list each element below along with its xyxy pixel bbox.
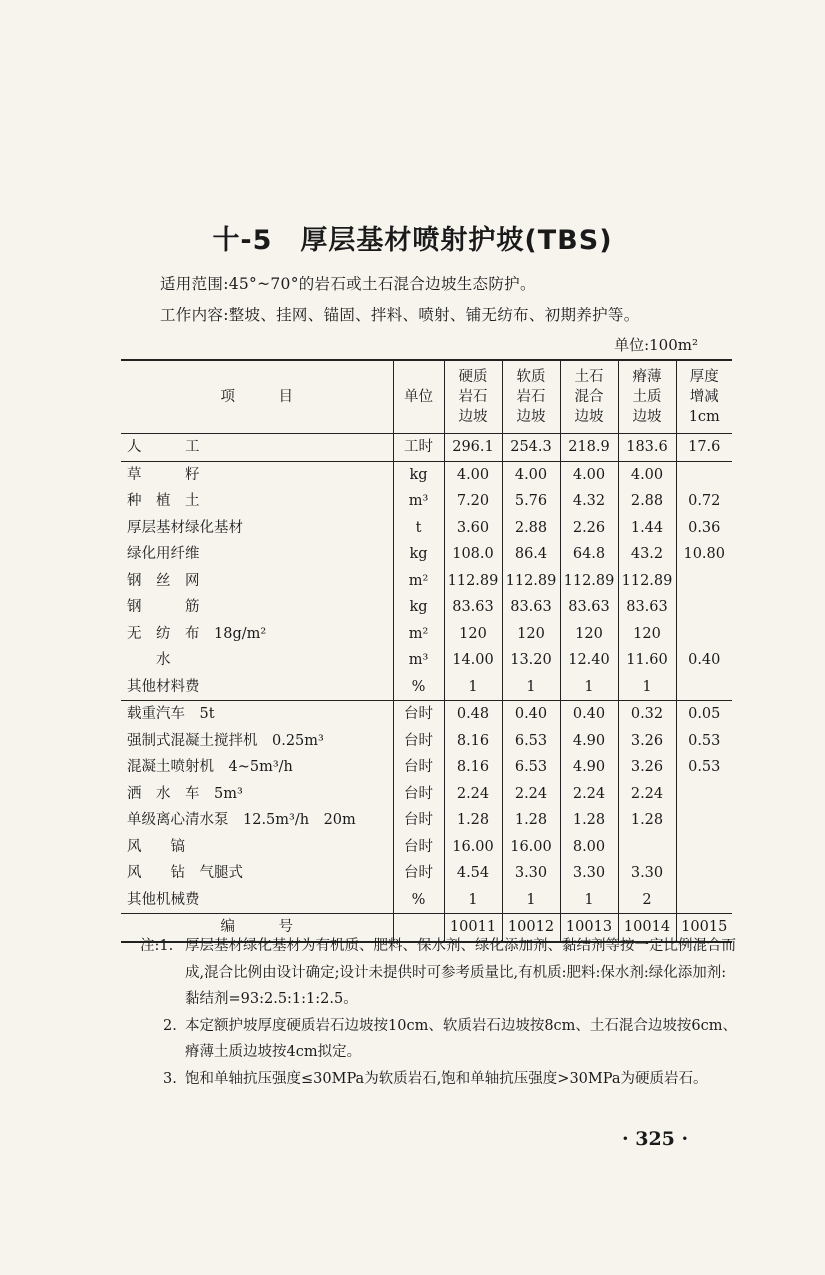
row-value: 7.20	[444, 488, 502, 515]
row-value: 1	[560, 887, 618, 914]
header-col-line: 1cm	[688, 409, 720, 425]
code-cell: 10011	[444, 914, 502, 942]
row-value: 112.89	[502, 568, 560, 595]
table-row	[121, 594, 732, 621]
row-unit: 工时	[393, 434, 444, 462]
row-value: 1	[444, 887, 502, 914]
row-value: 108.0	[444, 541, 502, 568]
row-unit: 台时	[393, 781, 444, 808]
row-value: 1	[502, 887, 560, 914]
row-value: 43.2	[618, 541, 676, 568]
row-value: 120	[444, 621, 502, 648]
row-unit: m²	[393, 621, 444, 648]
table-row	[121, 728, 732, 755]
row-value: 83.63	[618, 594, 676, 621]
row-value: 296.1	[444, 434, 502, 462]
row-value: 16.00	[502, 834, 560, 861]
row-unit: 台时	[393, 701, 444, 728]
row-value: 4.54	[444, 860, 502, 887]
header-col-soft-rock	[502, 360, 560, 434]
header-col-line: 边坡	[516, 409, 546, 425]
row-value: 112.89	[560, 568, 618, 595]
table-row	[121, 515, 732, 542]
unit-line: 单位:100m²	[614, 336, 698, 354]
table-row	[121, 647, 732, 674]
row-value: 1	[444, 674, 502, 701]
row-item: 单级离心清水泵 12.5m³/h 20m	[121, 807, 393, 834]
row-value: 5.76	[502, 488, 560, 515]
row-unit: 台时	[393, 807, 444, 834]
header-col-line: 软质	[516, 369, 546, 385]
header-col-line: 边坡	[458, 409, 488, 425]
table-row	[121, 781, 732, 808]
header-col-line: 岩石	[516, 389, 546, 405]
row-item: 强制式混凝土搅拌机 0.25m³	[121, 728, 393, 755]
row-value: 83.63	[444, 594, 502, 621]
row-item: 草 籽	[121, 461, 393, 488]
row-item: 无 纺 布 18g/m²	[121, 621, 393, 648]
row-value: 16.00	[444, 834, 502, 861]
table-row	[121, 541, 732, 568]
row-value	[676, 834, 732, 861]
row-value: 3.30	[560, 860, 618, 887]
row-unit: kg	[393, 594, 444, 621]
row-value: 112.89	[618, 568, 676, 595]
row-value: 0.05	[676, 701, 732, 728]
header-col-line: 边坡	[632, 409, 662, 425]
row-value: 1.28	[560, 807, 618, 834]
row-value: 2.24	[444, 781, 502, 808]
quota-table	[121, 359, 732, 943]
table-row	[121, 807, 732, 834]
row-item: 其他机械费	[121, 887, 393, 914]
row-value: 120	[560, 621, 618, 648]
row-value: 0.53	[676, 728, 732, 755]
row-value: 3.30	[502, 860, 560, 887]
row-item: 其他材料费	[121, 674, 393, 701]
table-row	[121, 674, 732, 701]
row-value: 12.40	[560, 647, 618, 674]
row-value: 254.3	[502, 434, 560, 462]
header-col-line: 混合	[574, 389, 604, 405]
table-row	[121, 834, 732, 861]
row-value: 3.26	[618, 728, 676, 755]
note-1	[140, 933, 740, 1013]
row-value: 3.26	[618, 754, 676, 781]
row-value: 3.60	[444, 515, 502, 542]
row-item: 厚层基材绿化基材	[121, 515, 393, 542]
header-col-line: 边坡	[574, 409, 604, 425]
row-value: 8.16	[444, 728, 502, 755]
row-value: 17.6	[676, 434, 732, 462]
row-value: 8.00	[560, 834, 618, 861]
page-title: 十-5 厚层基材喷射护坡(TBS)	[212, 225, 613, 256]
row-value: 3.30	[618, 860, 676, 887]
row-value	[676, 807, 732, 834]
row-item: 种 植 土	[121, 488, 393, 515]
row-value	[676, 568, 732, 595]
row-value: 8.16	[444, 754, 502, 781]
row-item: 风 钻 气腿式	[121, 860, 393, 887]
note-3	[163, 1066, 740, 1093]
header-col-line: 岩石	[458, 389, 488, 405]
header-col-mixed	[560, 360, 618, 434]
row-value: 4.00	[618, 461, 676, 488]
row-value: 6.53	[502, 728, 560, 755]
row-value: 0.53	[676, 754, 732, 781]
note-number: 3.	[163, 1070, 177, 1087]
row-value: 1.28	[618, 807, 676, 834]
row-value: 0.40	[676, 647, 732, 674]
row-value: 0.36	[676, 515, 732, 542]
row-unit: 台时	[393, 860, 444, 887]
row-item: 人 工	[121, 434, 393, 462]
row-value: 0.32	[618, 701, 676, 728]
row-value: 83.63	[502, 594, 560, 621]
row-item: 钢 筋	[121, 594, 393, 621]
row-value: 10.80	[676, 541, 732, 568]
row-value: 0.72	[676, 488, 732, 515]
row-value: 13.20	[502, 647, 560, 674]
header-row	[121, 360, 732, 434]
header-item: 项 目	[121, 360, 393, 434]
row-value: 1.28	[502, 807, 560, 834]
row-unit: m³	[393, 488, 444, 515]
row-value: 4.90	[560, 754, 618, 781]
row-value: 83.63	[560, 594, 618, 621]
row-value	[618, 834, 676, 861]
row-value	[676, 621, 732, 648]
row-value: 218.9	[560, 434, 618, 462]
code-cell: 10015	[676, 914, 732, 942]
row-value: 1	[560, 674, 618, 701]
row-value: 1.44	[618, 515, 676, 542]
row-item: 绿化用纤维	[121, 541, 393, 568]
row-value	[676, 860, 732, 887]
row-value: 0.40	[502, 701, 560, 728]
note-text: 厚层基材绿化基材为有机质、肥料、保水剂、绿化添加剂、黏结剂等按一定比例混合而成,混合比例由设计确定;设计未提供时可参考质量比,有机质:肥料:保水剂:绿化添加剂:黏结剂=93:2.5:1:1:2.5。	[185, 938, 736, 1007]
table-row	[121, 434, 732, 462]
row-unit: kg	[393, 541, 444, 568]
row-item: 混凝土喷射机 4~5m³/h	[121, 754, 393, 781]
code-cell: 10014	[618, 914, 676, 942]
table-row	[121, 621, 732, 648]
row-unit: m³	[393, 647, 444, 674]
note-text: 饱和单轴抗压强度≤30MPa为软质岩石,饱和单轴抗压强度>30MPa为硬质岩石。	[185, 1070, 708, 1087]
row-value: 0.40	[560, 701, 618, 728]
row-value	[676, 461, 732, 488]
page-number: · 325 ·	[622, 1128, 689, 1150]
header-col-line: 硬质	[458, 369, 488, 385]
header-unit: 单位	[393, 360, 444, 434]
header-col-thin-soil	[618, 360, 676, 434]
row-value: 0.48	[444, 701, 502, 728]
table-row	[121, 754, 732, 781]
row-value: 14.00	[444, 647, 502, 674]
row-item: 水	[121, 647, 393, 674]
row-value: 112.89	[444, 568, 502, 595]
row-value: 120	[618, 621, 676, 648]
code-cell: 10013	[560, 914, 618, 942]
row-value	[676, 781, 732, 808]
note-text: 本定额护坡厚度硬质岩石边坡按10cm、软质岩石边坡按8cm、土石混合边坡按6cm、瘠薄土质边坡按4cm拟定。	[185, 1017, 738, 1060]
row-value: 86.4	[502, 541, 560, 568]
scope-line: 适用范围:45°~70°的岩石或土石混合边坡生态防护。	[160, 275, 536, 293]
row-value: 183.6	[618, 434, 676, 462]
header-col-line: 土石	[574, 369, 604, 385]
row-value: 4.32	[560, 488, 618, 515]
row-value	[676, 674, 732, 701]
row-value: 1	[618, 674, 676, 701]
row-value: 2.24	[502, 781, 560, 808]
row-value	[676, 594, 732, 621]
notes	[140, 933, 740, 1092]
row-value: 6.53	[502, 754, 560, 781]
work-content-line: 工作内容:整坡、挂网、锚固、拌料、喷射、铺无纺布、初期养护等。	[160, 306, 640, 324]
header-col-line: 土质	[632, 389, 662, 405]
table-row	[121, 488, 732, 515]
row-value: 4.00	[444, 461, 502, 488]
row-value: 2.26	[560, 515, 618, 542]
row-value: 2	[618, 887, 676, 914]
table-row	[121, 568, 732, 595]
row-unit: m²	[393, 568, 444, 595]
row-value: 1.28	[444, 807, 502, 834]
row-value: 2.24	[560, 781, 618, 808]
note-number: 2.	[163, 1017, 177, 1034]
row-unit: 台时	[393, 754, 444, 781]
row-unit: t	[393, 515, 444, 542]
row-value: 2.88	[502, 515, 560, 542]
row-unit: 台时	[393, 834, 444, 861]
row-value: 4.90	[560, 728, 618, 755]
row-unit: %	[393, 674, 444, 701]
table-row	[121, 461, 732, 488]
row-unit: %	[393, 887, 444, 914]
header-col-line: 增减	[689, 389, 719, 405]
row-value: 64.8	[560, 541, 618, 568]
row-value: 120	[502, 621, 560, 648]
header-col-line: 厚度	[689, 369, 719, 385]
code-cell: 10012	[502, 914, 560, 942]
row-unit: 台时	[393, 728, 444, 755]
row-item: 洒 水 车 5m³	[121, 781, 393, 808]
row-value	[676, 887, 732, 914]
row-value: 4.00	[560, 461, 618, 488]
note-number: 注:1.	[140, 938, 174, 954]
row-value: 2.24	[618, 781, 676, 808]
table-row	[121, 701, 732, 728]
row-value: 11.60	[618, 647, 676, 674]
header-col-line: 瘠薄	[632, 369, 662, 385]
table-row	[121, 887, 732, 914]
row-item: 风 镐	[121, 834, 393, 861]
table-row	[121, 860, 732, 887]
header-col-thickness	[676, 360, 732, 434]
row-value: 2.88	[618, 488, 676, 515]
row-value: 4.00	[502, 461, 560, 488]
row-value: 1	[502, 674, 560, 701]
row-item: 钢 丝 网	[121, 568, 393, 595]
row-unit: kg	[393, 461, 444, 488]
row-item: 载重汽车 5t	[121, 701, 393, 728]
code-label: 编 号	[121, 914, 393, 942]
header-col-hard-rock	[444, 360, 502, 434]
note-2	[163, 1013, 740, 1066]
